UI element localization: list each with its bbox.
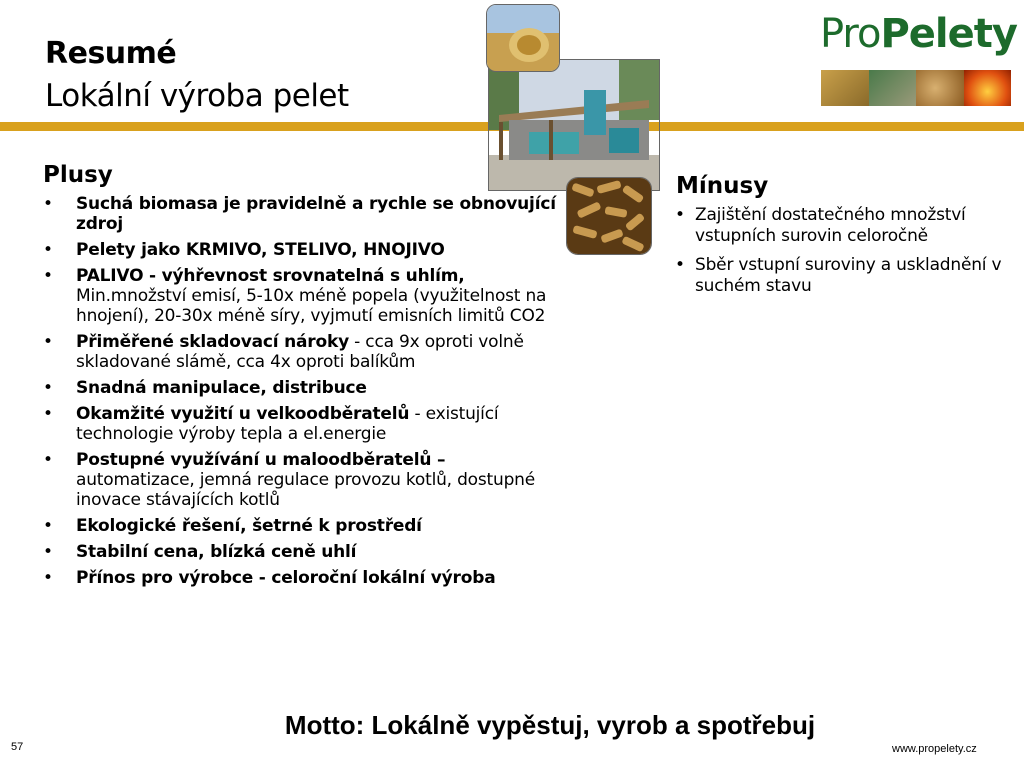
- minusy-heading: Mínusy: [676, 173, 769, 199]
- logo-pro-text: Pro: [820, 11, 881, 57]
- plusy-item-1-bold: Suchá biomasa je pravidelně a rychle se obnovující zdroj: [76, 194, 556, 234]
- plusy-item-1: [40, 194, 560, 234]
- production-facility-image: [488, 59, 660, 191]
- plusy-item-5-bold: Snadná manipulace, distribuce: [76, 378, 367, 398]
- plusy-item-10-bold: Přínos pro výrobce - celoroční lokální výroba: [76, 568, 496, 588]
- motto: Motto: Lokálně vypěstuj, vyrob a spotřebuj: [284, 710, 816, 740]
- logo-strip-pellets: [916, 70, 964, 106]
- logo-strip-fire: [964, 70, 1012, 106]
- minusy-item-1: • Zajištění dostatečného množství vstupních surovin celoročně: [674, 205, 1004, 247]
- plusy-item-6: [40, 404, 560, 444]
- plusy-item-6-bold: Okamžité využití u velkoodběratelů: [76, 404, 410, 424]
- plusy-item-9-bold: Stabilní cena, blízká ceně uhlí: [76, 542, 357, 562]
- plusy-item-10: [40, 568, 560, 588]
- plusy-item-7-bold: Postupné využívání u maloodběratelů –: [76, 450, 446, 470]
- logo-strip-machine: [869, 70, 917, 106]
- minusy-item-2: • Sběr vstupní suroviny a uskladnění v suchém stavu: [674, 255, 1004, 297]
- plusy-item-2: [40, 240, 560, 260]
- plusy-list: [40, 194, 560, 594]
- website-url: www.propelety.cz: [892, 743, 977, 755]
- page-number: 57: [11, 741, 24, 753]
- plusy-item-9: [40, 542, 560, 562]
- logo-image-strip: [821, 70, 1011, 106]
- plusy-item-2-bold: Pelety jako KRMIVO, STELIVO, HNOJIVO: [76, 240, 445, 260]
- plusy-heading: Plusy: [43, 162, 113, 188]
- slide-subtitle: Lokální výroba pelet: [45, 78, 349, 114]
- propelety-logo: [820, 11, 1017, 57]
- plusy-item-5: [40, 378, 560, 398]
- plusy-item-7: [40, 450, 560, 510]
- plusy-item-8: [40, 516, 560, 536]
- plusy-item-6-text: - existující technologie výroby tepla a el.energie: [76, 404, 499, 444]
- plusy-item-3-text: Min.množství emisí, 5-10x méně popela (využitelnost na hnojení), 20-30x méně síry, vyjmutí emisních limitů CO2: [76, 286, 547, 326]
- plusy-item-8-bold: Ekologické řešení, šetrné k prostředí: [76, 516, 422, 536]
- slide-title: Resumé: [45, 36, 177, 71]
- plusy-item-4-text: - cca 9x oproti volně skladované slámě, cca 4x oproti balíkům: [76, 332, 524, 372]
- plusy-item-4-bold: Přiměřené skladovací nároky: [76, 332, 349, 352]
- plusy-item-7-text: automatizace, jemná regulace provozu kotlů, dostupné inovace stávajících kotlů: [76, 470, 536, 510]
- pellets-image: [566, 177, 652, 255]
- plusy-item-3: [40, 266, 560, 326]
- straw-bale-image: [486, 4, 560, 72]
- logo-strip-bale: [821, 70, 869, 106]
- plusy-item-3-bold: PALIVO - výhřevnost srovnatelná s uhlím,: [76, 266, 465, 286]
- logo-pelety-text: Pelety: [880, 11, 1017, 57]
- plusy-item-4: [40, 332, 560, 372]
- minusy-list: [674, 205, 1004, 305]
